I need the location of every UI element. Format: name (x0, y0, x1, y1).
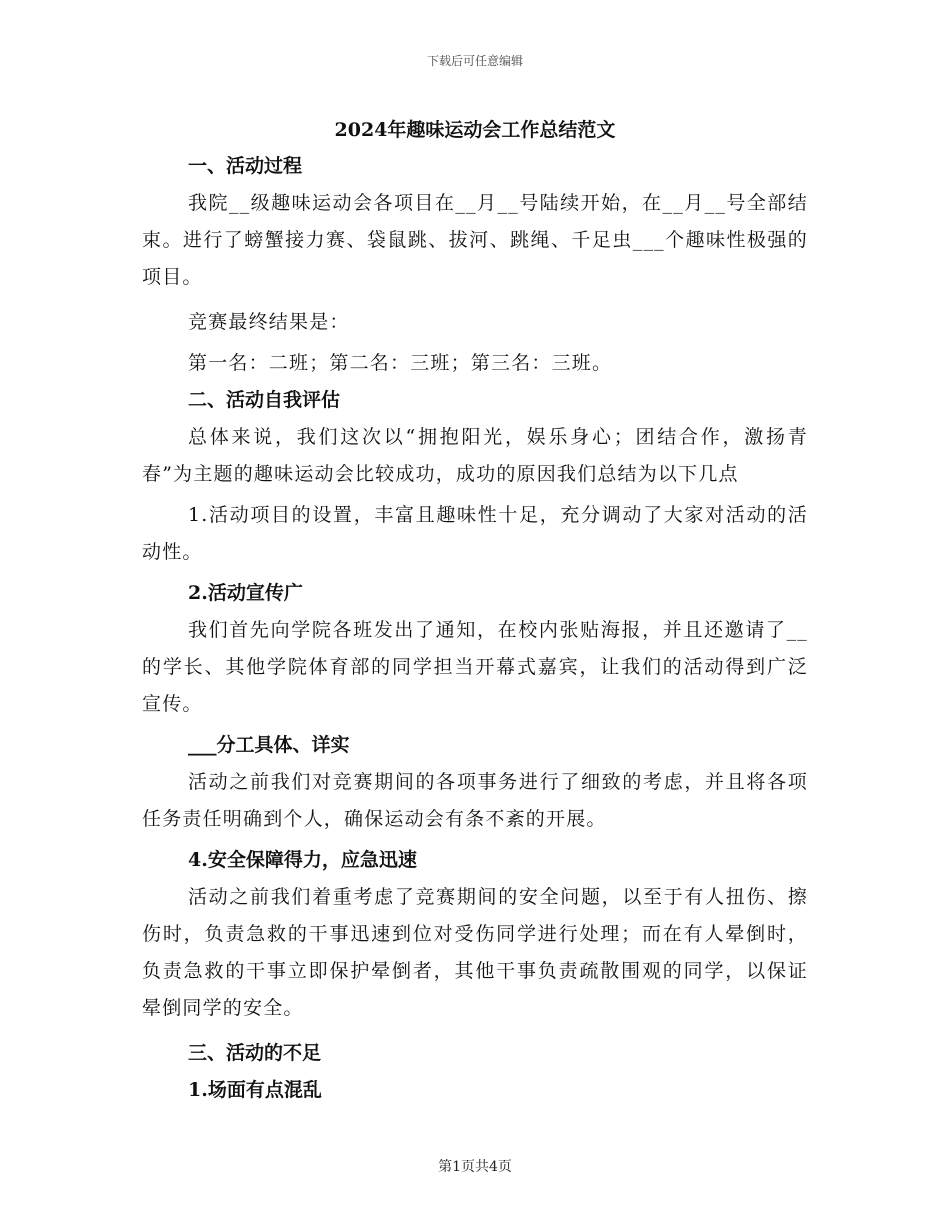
paragraph: 第一名：二班；第二名：三班；第三名：三班。 (188, 352, 613, 374)
subheading-publicity: 2.活动宣传广 (188, 582, 303, 604)
page-indicator: 第1页共4页 (438, 1159, 512, 1175)
paragraph: 总体来说，我们这次以“拥抱阳光，娱乐身心；团结合作，激扬青春”为主题的趣味运动会比较成功，成功的原因我们总结为以下几点 (142, 426, 808, 485)
paragraph: 竞赛最终结果是： (188, 311, 350, 333)
section-heading-self-evaluation: 二、活动自我评估 (188, 389, 341, 411)
paragraph: 活动之前我们对竞赛期间的各项事务进行了细致的考虑，并且将各项任务责任明确到个人，确保运动会有条不紊的开展。 (142, 771, 808, 830)
page-header-note: 下载后可任意编辑 (426, 54, 523, 68)
section-heading-process: 一、活动过程 (188, 155, 303, 177)
paragraph: 我们首先向学院各班发出了通知，在校内张贴海报，并且还邀请了__的学长、其他学院体育部的同学担当开幕式嘉宾，让我们的活动得到广泛宣传。 (142, 619, 808, 715)
document-title: 2024年趣味运动会工作总结范文 (334, 119, 616, 141)
paragraph: 1.活动项目的设置，丰富且趣味性十足，充分调动了大家对活动的活动性。 (142, 504, 808, 563)
document-body (142, 112, 808, 1109)
subheading-chaotic-scene: 1.场面有点混乱 (188, 1079, 322, 1101)
subheading-division-of-labor: ___分工具体、详实 (188, 734, 350, 756)
subheading-safety: 4.安全保障得力，应急迅速 (188, 849, 417, 871)
paragraph: 活动之前我们着重考虑了竞赛期间的安全问题，以至于有人扭伤、擦伤时，负责急救的干事迅速到位对受伤同学进行处理；而在有人晕倒时，负责急救的干事立即保护晕倒者，其他干事负责疏散围观的同学，以保证晕倒同学的安全。 (142, 886, 808, 1019)
paragraph: 我院__级趣味运动会各项目在__月__号陆续开始，在__月__号全部结束。进行了螃蟹接力赛、袋鼠跳、拔河、跳绳、千足虫___个趣味性极强的项目。 (142, 192, 808, 288)
section-heading-shortcomings: 三、活动的不足 (188, 1042, 322, 1064)
